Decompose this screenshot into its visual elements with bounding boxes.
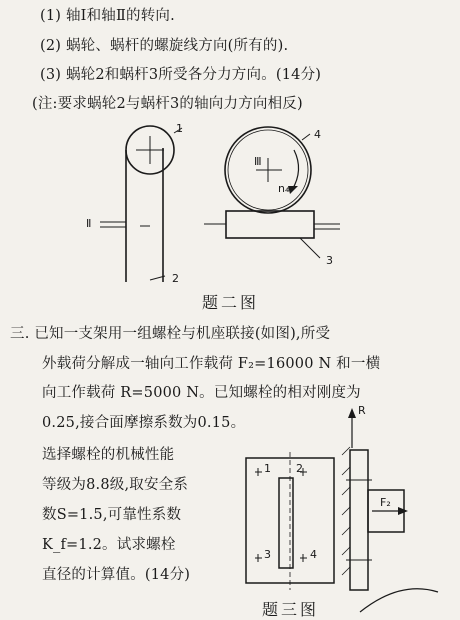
force-Fz-label: F₂: [380, 496, 391, 509]
question-line-1: (1) 轴Ⅰ和轴Ⅱ的转向.: [40, 8, 175, 24]
p3-line-3: 向工作载荷 R=5000 N。已知螺栓的相对刚度为: [42, 385, 361, 401]
label-4: 4: [314, 128, 321, 141]
force-R-label: R: [358, 404, 366, 417]
label-shaft-II: Ⅱ: [86, 217, 92, 230]
label-3: 3: [326, 254, 333, 267]
bolt-label-1: 1: [264, 462, 271, 475]
p3-line-9: 直径的计算值。(14分): [42, 567, 191, 583]
p3-line-5: 选择螺栓的机械性能: [42, 447, 175, 463]
label-n4: n₄: [278, 182, 290, 195]
p3-line-2: 外载荷分解成一轴向工作载荷 F₂=16000 N 和一横: [42, 356, 381, 372]
label-2: 2: [172, 272, 179, 285]
p3-line-4: 0.25,接合面摩擦系数为0.15。: [42, 415, 246, 431]
figure3-caption: 题三图: [262, 600, 320, 619]
bolt-label-3: 3: [264, 548, 271, 561]
p3-line-1: 三. 已知一支架用一组螺栓与机座联接(如图),所受: [10, 326, 331, 342]
question-line-2: (2) 蜗轮、蜗杆的螺旋线方向(所有的).: [40, 38, 289, 54]
figure2-caption: 题二图: [202, 293, 260, 312]
bolt-label-4: 4: [310, 548, 317, 561]
p3-line-7: 数S=1.5,可靠性系数: [42, 507, 182, 523]
p3-line-6: 等级为8.8级,取安全系: [42, 477, 189, 493]
label-1: 1: [176, 122, 183, 135]
note-line: (注:要求蜗轮2与蜗杆3的轴向力方向相反): [32, 96, 303, 112]
label-shaft-III: Ⅲ: [254, 155, 262, 168]
question-line-3: (3) 蜗轮2和蜗杆3所受各分力方向。(14分): [40, 67, 322, 83]
bolt-label-2: 2: [296, 462, 303, 475]
p3-line-8: K_f=1.2。试求螺栓: [42, 537, 176, 553]
